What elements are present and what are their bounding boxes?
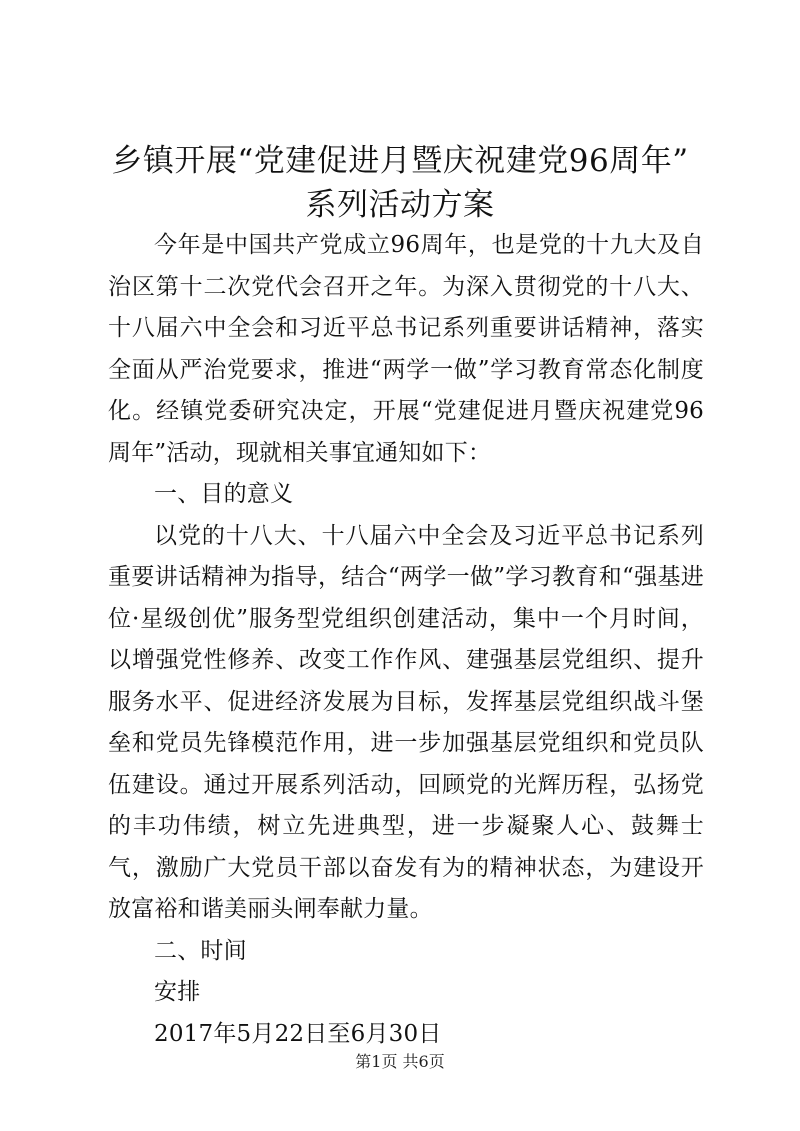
document-title-line-2: 系列活动方案 (305, 187, 495, 223)
purpose-paragraph: 以党的十八大、十八届六中全会及习近平总书记系列重要讲话精神为指导，结合“两学一做”学习教育和“强基进位·星级创优”服务型党组织创建活动，集中一个月时间，以增强党性修养、改变工作作风、建强基层党组织、提升服务水平、促进经济发展为目标，发挥基层党组织战斗堡垒和党员先锋模范作用，进一步加强基层党组织和党员队伍建设。通过开展系列活动，回顾党的光辉历程，弘扬党的丰功伟绩，树立先进典型，进一步凝聚人心、鼓舞士气，激励广大党员干部以奋发有为的精神状态，为建设开放富裕和谐美丽头闸奉献力量。 (108, 522, 704, 922)
date-range: 2017年5月22日至6月30日 (154, 1020, 442, 1047)
section-heading-purpose: 一、目的意义 (154, 481, 294, 507)
document-body (108, 225, 704, 1055)
section-heading-time: 二、时间 (154, 937, 247, 964)
page-indicator: 第1页 共6页 (355, 1052, 445, 1071)
document-title-line-1: 乡镇开展“党建促进月暨庆祝建党96周年” (111, 143, 689, 179)
schedule-label: 安排 (154, 979, 201, 1005)
intro-paragraph: 今年是中国共产党成立96周年，也是党的十九大及自治区第十二次党代会召开之年。为深入贯彻党的十八大、十八届六中全会和习近平总书记系列重要讲话精神，落实全面从严治党要求，推进“两学一做”学习教育常态化制度化。经镇党委研究决定，开展“党建促进月暨庆祝建党96周年”活动，现就相关事宜通知如下： (108, 232, 704, 466)
